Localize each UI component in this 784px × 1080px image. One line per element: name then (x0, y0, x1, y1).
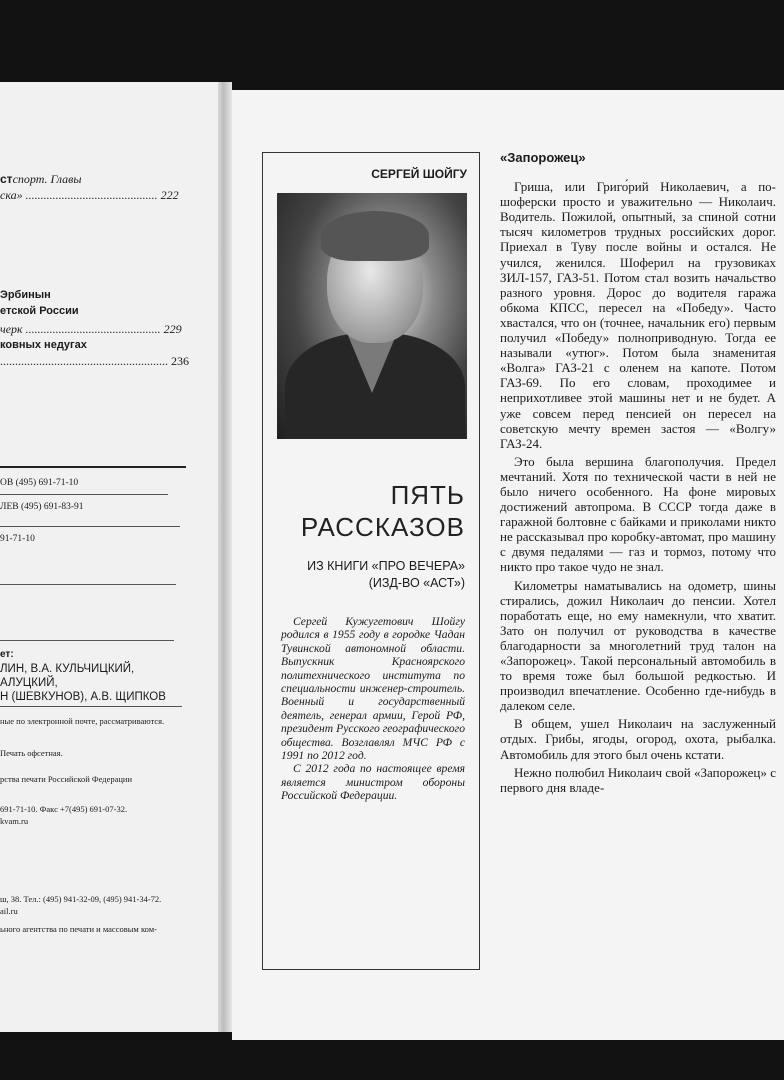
story-paragraph: Нежно полюбил Николаич свой «Запорожец» с первого дня владе- (500, 764, 776, 795)
article-title-line-2: РАССКАЗОВ (300, 512, 465, 542)
story-title: «Запорожец» (500, 150, 586, 165)
divider (0, 706, 182, 707)
photo-hair (321, 211, 429, 261)
divider (0, 584, 176, 585)
author-bio (281, 615, 465, 803)
fine-print: ные по электронной почте, рассматриваются. (0, 716, 165, 726)
toc-line: ска» ............................................ 222 (0, 188, 179, 202)
toc-line: стспорт. Главы (0, 172, 82, 186)
story-paragraph: В общем, ушел Николаич на заслуженный отдых. Грибы, ягоды, огород, охота, рыбалка. Автомобиль для этого был очень кстати. (500, 716, 776, 762)
fine-print: Печать офсетная. (0, 748, 63, 758)
contact-line: ЛЕВ (495) 691-83-91 (0, 502, 84, 512)
board-line: АЛУЦКИЙ, (0, 677, 58, 689)
sidebar-box (262, 152, 480, 970)
fine-print: 691-71-10. Факс +7(495) 691-07-32. (0, 804, 128, 814)
contact-line: ОВ (495) 691-71-10 (0, 478, 79, 488)
divider (0, 526, 180, 527)
divider (0, 640, 174, 641)
bio-paragraph: С 2012 года по настоящее время является министром обороны Российской Федерации. (281, 762, 465, 803)
toc-line: Эрбинын (0, 289, 51, 301)
fine-print: рства печати Российской Федерации (0, 774, 133, 784)
fine-print: kvam.ru (0, 816, 29, 826)
story-paragraph: Это была вершина благополучия. Предел мечтаний. Хотя по технической части в ней не было ничего особенного. На фоне мировых достижений автопрома. В СССР тогда даже в гаражной болтовне с байками и приколами никто не рассказывал про коробку-автомат, про машину с двумя педалями — газ и тормоз, потому что никто про такое чудо не знал. (500, 453, 776, 575)
left-page (0, 82, 218, 1032)
divider (0, 494, 168, 495)
fine-print: ьного агентства по печати и массовым ком- (0, 924, 157, 934)
story-paragraph: Километры наматывались на одометр, шины стирались, дожил Николаич до пенсии. Хотел поработать еще, но ему намекнули, что хватит. Зато он получил от руководства в качестве благодарности за многолетний труд талон на «Запорожец». Такой персональный автомобиль в то время тоже был большой редкостью. И производил впечатление. Особенно где-нибудь в далеком селе. (500, 577, 776, 714)
toc-line: ковных недугах (0, 339, 87, 351)
toc-line: черк ............................................. 229 (0, 322, 182, 336)
story-paragraph: Гриша, или Григо́рий Николаевич, а по-шоферски просто и уважительно — Николаич. Водитель. Пожилой, опытный, за спиной сотни тысяч километров трудных российских дорог. Приехал в Туву после войны и остался. Не учился, женился. Шоферил на грузовиках ЗИЛ-157, ГАЗ-51. Потом стал возить начальство разного уровня. Дорос до водителя гаража обкома КПСС, пересел на «Победу». Часто хвастался, что он (точнее, начальник его) первым получил «Победу» полноприводную. Тогда ее называли «утюг». Потом была знаменитая «Волга» ГАЗ-21 с оленем на капоте. Потом ГАЗ-69. По его словам, проходимее и неприхотливее этой машины нет и не будет. А уже совсем перед пенсией он пересел на советскую мечту времен застоя — «Волгу» ГАЗ-24. (500, 179, 776, 451)
subtitle-line-2: (ИЗД-ВО «АСТ») (368, 576, 465, 590)
board-label: ет: (0, 649, 14, 660)
bio-paragraph: Сергей Кужугетович Шойгу родился в 1955 году в городке Чадан Тувинской автономной области. Выпускник Красноярского политехнического института по специальности инженер-строитель. Военный и государственный деятель, генерал армии, Герой РФ, президент Русского географического общества. Возглавлял МЧС РФ с 1991 по 2012 год. (281, 615, 465, 763)
page-gutter (218, 82, 232, 1032)
fine-print: ail.ru (0, 906, 18, 916)
fine-print: ш, 38. Тел.: (495) 941-32-09, (495) 941-34-72. (0, 894, 162, 904)
author-name: СЕРГЕЙ ШОЙГУ (371, 167, 467, 181)
board-line: Н (ШЕВКУНОВ), А.В. ЩИПКОВ (0, 691, 166, 703)
toc-line: етской России (0, 305, 79, 317)
divider (0, 466, 186, 468)
subtitle-line-1: ИЗ КНИГИ «ПРО ВЕЧЕРА» (307, 559, 465, 573)
article-title-line-1: ПЯТЬ (390, 480, 465, 510)
story-column (500, 150, 776, 798)
contact-line: 91-71-10 (0, 534, 35, 544)
author-photo (277, 193, 467, 439)
article-subtitle (307, 558, 465, 592)
right-page (232, 90, 784, 1040)
board-line: ЛИН, В.А. КУЛЬЧИЦКИЙ, (0, 663, 135, 675)
toc-line: ........................................................ 236 (0, 354, 189, 368)
